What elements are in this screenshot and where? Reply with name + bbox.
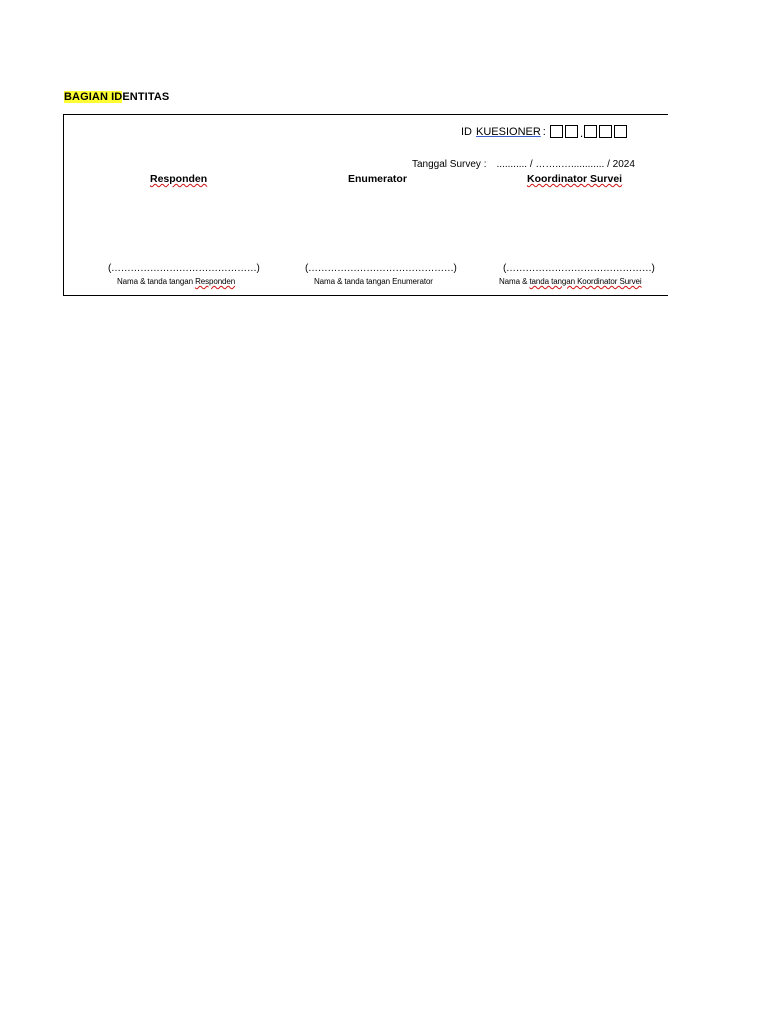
survey-date-month[interactable]: ……..…............ /	[535, 159, 610, 170]
id-digit-box[interactable]	[550, 125, 563, 138]
heading-koordinator: Koordinator Survei	[527, 173, 623, 185]
section-title-rest: ENTITAS	[122, 91, 170, 103]
survey-date-year: 2024	[612, 159, 635, 170]
heading-responden: Responden	[150, 173, 208, 185]
survey-date-label: Tanggal Survey :	[412, 159, 487, 170]
id-digit-box[interactable]	[584, 125, 597, 138]
signature-line-enumerator[interactable]: (………………………………………)	[305, 263, 457, 274]
id-digit-box[interactable]	[599, 125, 612, 138]
id-label: KUESIONER	[476, 126, 541, 138]
heading-enumerator: Enumerator	[348, 173, 407, 185]
caption-enumerator: Nama & tanda tangan Enumerator	[314, 277, 433, 286]
survey-date-day[interactable]: ........... /	[496, 159, 533, 170]
id-prefix: ID	[461, 126, 472, 138]
id-separator: .	[579, 126, 584, 140]
caption-koordinator: Nama & tanda tangan Koordinator Survei	[499, 277, 642, 286]
id-colon: :	[542, 126, 546, 138]
id-digit-box[interactable]	[614, 125, 627, 138]
survey-date-row	[412, 159, 635, 170]
section-title-highlight: BAGIAN ID	[64, 91, 123, 103]
signature-line-responden[interactable]: (………………………………………)	[108, 263, 260, 274]
questionnaire-id-row	[461, 125, 629, 138]
signature-line-koordinator[interactable]: (………………………………………)	[503, 263, 655, 274]
section-title	[64, 91, 169, 103]
caption-responden: Nama & tanda tangan Responden	[117, 277, 236, 286]
id-digit-box[interactable]	[565, 125, 578, 138]
